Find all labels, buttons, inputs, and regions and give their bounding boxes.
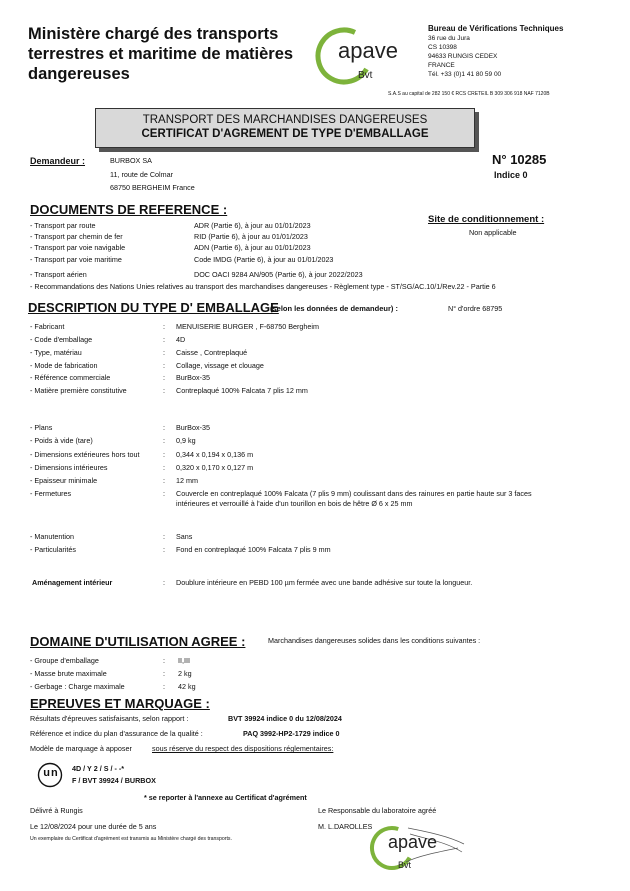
desc-label: - Matière première constitutive — [30, 386, 127, 395]
desc-sep: : — [163, 386, 165, 395]
marking-line2: F / BVT 39924 / BURBOX — [72, 776, 156, 785]
certificate-index: Indice 0 — [494, 170, 528, 180]
desc-sep: : — [163, 348, 165, 357]
desc-value: Collage, vissage et clouage — [176, 361, 264, 370]
desc-value: BurBox-35 — [176, 423, 210, 432]
domain-label: - Gerbage : Charge maximale — [30, 682, 125, 691]
company-registration: S.A.S au capital de 282 150 € RCS CRETEIL B 309 306 918 NAF 7120B — [388, 91, 550, 97]
ref-row: - Transport par voie maritime — [30, 255, 122, 264]
domain-heading: DOMAINE D'UTILISATION AGREE : — [30, 634, 246, 649]
desc-value: Caisse , Contreplaqué — [176, 348, 248, 357]
quality-label: Référence et indice du plan d'assurance de la qualité : — [30, 729, 203, 738]
marking-line1: 4D / Y 2 / S / - -* — [72, 764, 125, 773]
description-subheading: (selon les données de demandeur) : — [270, 304, 398, 313]
desc-sep: : — [163, 373, 165, 382]
ref-value: DOC OACI 9284 AN/905 (Partie 6), à jour 2022/2023 — [194, 270, 363, 279]
desc-sep: : — [163, 361, 165, 370]
desc-sep: : — [163, 463, 165, 472]
desc-sep: : — [163, 436, 165, 445]
desc-sep: : — [163, 532, 165, 541]
desc-label: - Dimensions extérieures hors tout — [30, 450, 140, 459]
desc-value: BurBox-35 — [176, 373, 210, 382]
particular-label: - Particularités — [30, 545, 76, 554]
desc-sep: : — [163, 545, 165, 554]
ministry-title: Ministère chargé des transports terrestres et maritime de matières dangereuses — [28, 25, 294, 83]
domain-label: - Groupe d'emballage — [30, 656, 99, 665]
issue-date: Le 12/08/2024 pour une durée de 5 ans — [30, 822, 157, 831]
un-recommendations: - Recommandations des Nations Unies relatives au transport des marchandises dangereuses - Règlement type - ST/SG/AC.10/1/Rev.22 - Partie 6 — [30, 282, 496, 291]
title-line2: CERTIFICAT D'AGREMENT DE TYPE D'EMBALLAGE — [141, 128, 429, 140]
applicant-label: Demandeur : — [30, 156, 86, 166]
domain-intro: Marchandises dangereuses solides dans les conditions suivantes : — [268, 636, 481, 645]
order-number: N° d'ordre 68795 — [448, 304, 503, 313]
description-heading: DESCRIPTION DU TYPE D' EMBALLAGE — [28, 300, 279, 315]
domain-value: 2 kg — [178, 669, 192, 678]
handling-label: - Manutention — [30, 532, 74, 541]
site-value: Non applicable — [469, 228, 517, 237]
desc-value: MENUISERIE BURGER , F-68750 Bergheim — [176, 322, 319, 331]
ref-row: - Transport par route — [30, 221, 96, 230]
marking-note: sous réserve du respect des dispositions réglementaires: — [152, 744, 334, 753]
desc-value: Contreplaqué 100% Falcata 7 plis 12 mm — [176, 386, 308, 395]
desc-label: - Fabricant — [30, 322, 65, 331]
quality-value: PAQ 3992-HP2-1729 indice 0 — [243, 729, 340, 738]
applicant-address2: 68750 BERGHEIM France — [110, 183, 195, 192]
copy-note: Un exemplaire du Certificat d'agrément est transmis au Ministère chargé des transports. — [30, 836, 232, 842]
ref-value: Code IMDG (Partie 6), à jour au 01/01/2023 — [194, 255, 334, 264]
ref-value: ADR (Partie 6), à jour au 01/01/2023 — [194, 221, 311, 230]
desc-label: - Type, matériau — [30, 348, 82, 357]
results-label: Résultats d'épreuves satisfaisants, selon rapport : — [30, 714, 189, 723]
desc-label: - Epaisseur minimale — [30, 476, 98, 485]
ref-row: - Transport par chemin de fer — [30, 232, 123, 241]
desc-sep: : — [163, 578, 165, 587]
ref-row: - Transport aérien — [30, 270, 87, 279]
particular-value: Fond en contreplaqué 100% Falcata 7 plis 9 mm — [176, 545, 331, 554]
interior-value: Doublure intérieure en PEBD 100 µm fermée avec une bande adhésive sur toute la longueur. — [176, 578, 473, 587]
annex-note: * se reporter à l'annexe au Certificat d'agrément — [144, 793, 307, 802]
applicant-name: BURBOX SA — [110, 156, 152, 165]
desc-value: 4D — [176, 335, 186, 344]
references-heading: DOCUMENTS DE REFERENCE : — [30, 202, 228, 217]
closures-value-cont: intérieures et verrouillé à l'aide d'un tourillon en bois de hêtre Ø 6 x 25 mm — [176, 499, 413, 508]
apave-logo: apave Bvt — [314, 26, 426, 88]
ref-row: - Transport par voie navigable — [30, 243, 126, 252]
title-line1: TRANSPORT DES MARCHANDISES DANGEREUSES — [142, 114, 428, 126]
handling-value: Sans — [176, 532, 193, 541]
desc-sep: : — [163, 669, 165, 678]
desc-label: - Poids à vide (tare) — [30, 436, 93, 445]
tests-heading: EPREUVES ET MARQUAGE : — [30, 696, 210, 711]
desc-label: - Code d'emballage — [30, 335, 93, 344]
bureau-address: Bureau de Vérifications Techniques 36 rue du Jura CS 10398 94633 RUNGIS CEDEX FRANCE Tél. +33 (0)1 41 80 59 00 — [428, 24, 564, 78]
certificate-number: N° 10285 — [492, 152, 547, 167]
desc-sep: : — [163, 423, 165, 432]
desc-value: 0,320 x 0,170 x 0,127 m — [176, 463, 254, 472]
results-value: BVT 39924 indice 0 du 12/08/2024 — [228, 714, 342, 723]
signer-name: M. L.DAROLLES — [318, 822, 373, 831]
desc-sep: : — [163, 682, 165, 691]
closures-value: Couvercle en contreplaqué 100% Falcata (7 plis 9 mm) coulissant dans des rainures en partie haute sur 3 faces — [176, 489, 532, 498]
signature-stamp: apave Bvt — [368, 822, 468, 878]
applicant-address1: 11, route de Colmar — [110, 170, 173, 179]
desc-label: - Plans — [30, 423, 53, 432]
desc-value: 12 mm — [176, 476, 198, 485]
marking-label: Modèle de marquage à apposer — [30, 744, 132, 753]
desc-sep: : — [163, 322, 165, 331]
desc-value: 0,344 x 0,194 x 0,136 m — [176, 450, 254, 459]
desc-sep: : — [163, 450, 165, 459]
domain-value: 42 kg — [178, 682, 196, 691]
interior-label: Aménagement intérieur — [32, 578, 113, 587]
ref-value: RID (Partie 6), à jour au 01/01/2023 — [194, 232, 308, 241]
desc-label: - Dimensions intérieures — [30, 463, 108, 472]
desc-sep: : — [163, 489, 165, 498]
issued-at: Délivré à Rungis — [30, 806, 83, 815]
desc-sep: : — [163, 476, 165, 485]
domain-label: - Masse brute maximale — [30, 669, 107, 678]
desc-value: 0,9 kg — [176, 436, 196, 445]
un-packaging-symbol: u n — [37, 762, 63, 788]
ref-value: ADN (Partie 6), à jour au 01/01/2023 — [194, 243, 311, 252]
certificate-title-box — [95, 108, 475, 148]
closures-label: - Fermetures — [30, 489, 72, 498]
desc-label: - Référence commerciale — [30, 373, 111, 382]
domain-value: II,III — [178, 656, 190, 665]
desc-sep: : — [163, 335, 165, 344]
responsible-label: Le Responsable du laboratoire agréé — [318, 806, 437, 815]
site-heading: Site de conditionnement : — [428, 214, 545, 225]
desc-sep: : — [163, 656, 165, 665]
desc-label: - Mode de fabrication — [30, 361, 98, 370]
